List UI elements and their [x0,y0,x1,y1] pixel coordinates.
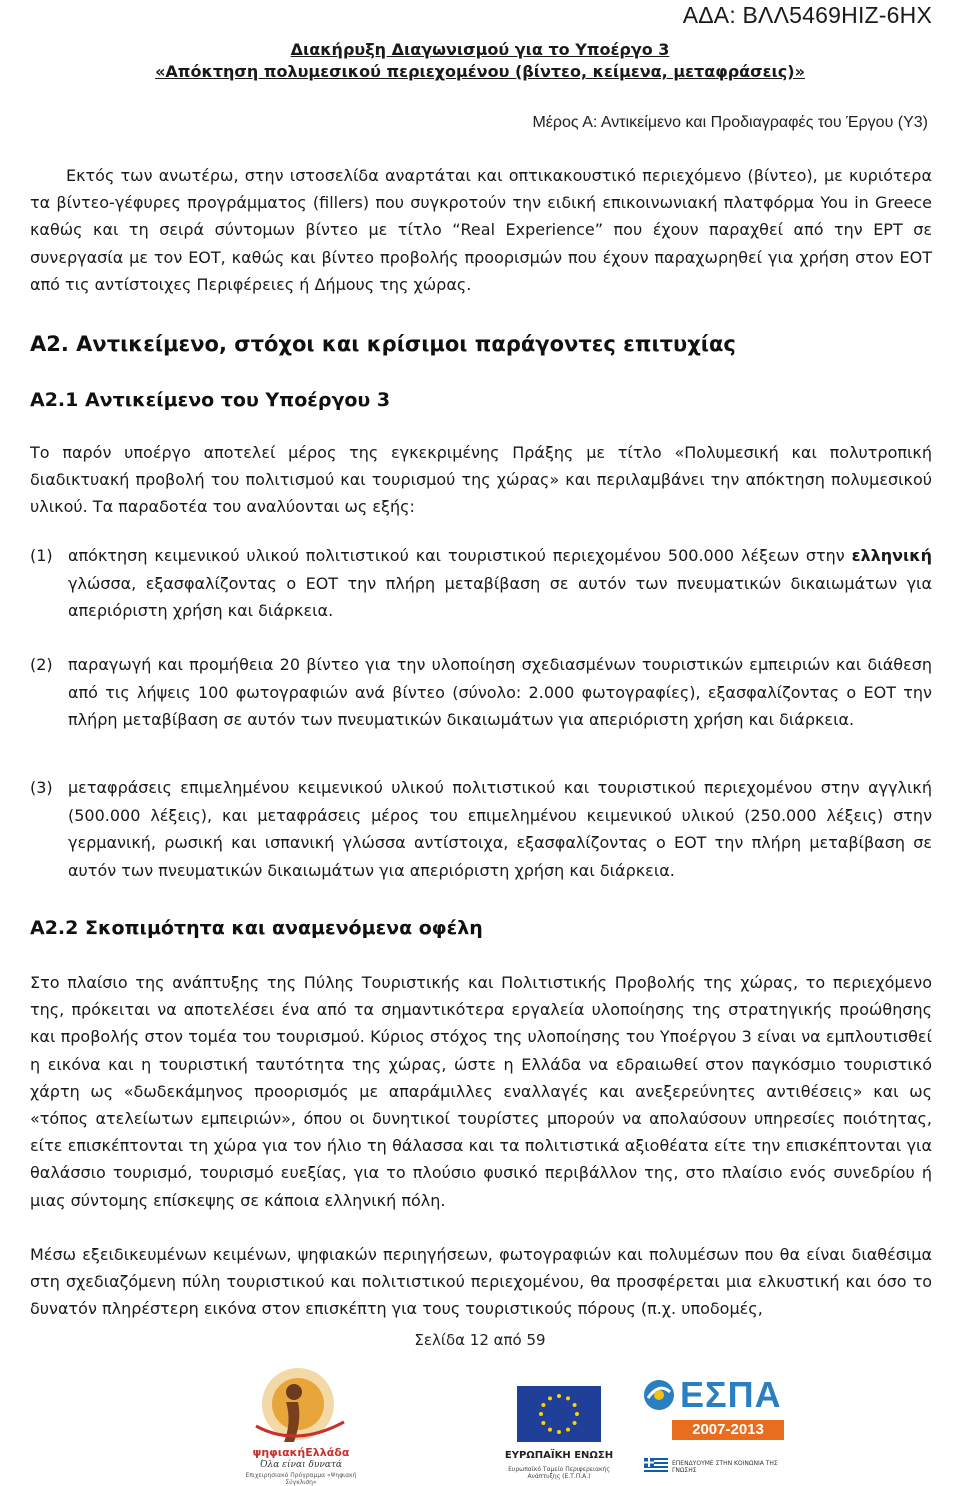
section-a21-heading: Α2.1 Αντικείμενο του Υποέργου 3 [30,389,391,411]
espa-logo [642,1374,792,1484]
section-a2-heading: Α2. Αντικείμενο, στόχοι και κρίσιμοι παράγοντες επιτυχίας [30,332,736,356]
deliverable-text: μεταφράσεις επιμελημένου κειμενικού υλικού πολιτιστικού και τουριστικού περιεχομένου στην αγγλική (500.000 λέξεις), και μεταφράσεις μέρος του επιμελημένου κειμενικού υλικού (250.000 λέξεις) στην γερμανική, ρωσική και ισπανική γλώσσα αντίστοιχα, εξασφαλίζοντας ο ΕΟΤ την πλήρη μεταβίβαση σε αυτόν των πνευματικών δικαιωμάτων για απεριόριστη χρήση και διάρκεια. [68,778,932,880]
digital-greece-sub: Επιχειρησιακό Πρόγραμμα «Ψηφιακή Σύγκλιση» [245,1472,357,1486]
deliverable-label: (1) [30,546,53,565]
eu-flag-icon [517,1386,601,1442]
deliverable-label: (3) [30,778,53,797]
digital-greece-name: ψηφιακήΕλλάδα [252,1446,350,1459]
deliverable-item [30,542,932,625]
espa-sub: ΕΠΕΝΔΥΟΥΜΕ ΣΤΗΝ ΚΟΙΝΩΝΙΑ ΤΗΣ ΓΝΩΣΗΣ [672,1460,778,1474]
espa-swirl-icon [642,1378,676,1412]
ada-code: ΑΔΑ: ΒΛΛ5469ΗΙΖ-6ΗΧ [682,2,932,28]
section-a22-heading: Α2.2 Σκοπιμότητα και αναμενόμενα οφέλη [30,917,483,939]
section-a22-paragraph-2: Μέσω εξειδικευμένων κειμένων, ψηφιακών περιηγήσεων, φωτογραφιών και πολυμέσων που θα είναι διαθέσιμα στη σχεδιαζόμενη πύλη τουριστικού και πολιτιστικού περιεχομένου, θα προσφέρεται μια ελκυστική και όσο το δυνατόν πληρέστερη εικόνα στον επισκέπτη για τους τουριστικούς πόρους (π.χ. υποδομές, [30,1245,932,1319]
eu-label: ΕΥΡΩΠΑΪΚΗ ΕΝΩΣΗ [504,1450,614,1461]
deliverable-text: παραγωγή και προμήθεια 20 βίντεο για την υλοποίηση σχεδιασμένων τουριστικών εμπειριών και διάθεση από τις λήψεις 100 φωτογραφιών ανά βίντεο (σύνολο: 2.000 φωτογραφίες), εξασφαλίζοντας ο ΕΟΤ την πλήρη μεταβίβαση σε αυτόν των πνευματικών δικαιωμάτων για απεριόριστη χρήση και διάρκεια. [68,655,932,729]
section-a22-paragraph-1: Στο πλαίσιο της ανάπτυξης της Πύλης Τουριστικής και Πολιτιστικής Προβολής της χώρας, το περιεχόμενο της, πρόκειται να αποτελέσει ένα από τα σημαντικότερα εργαλεία υλοποίησης της στρατηγικής προώθησης και προβολής στον τομέα του τουρισμού. Κύριος στόχος της υλοποίησης του Υποέργου 3 είναι να εμπλουτισθεί η εικόνα και η τουριστική ταυτότητα της χώρας, ώστε η Ελλάδα να εδραιωθεί στον παγκόσμιο τουριστικό χάρτη ως «δωδεκάμηνος προορισμός με απαράμιλλες εναλλαγές και ανεξερεύνητες αντιθέσεις» και ως «τόπος ατελείωτων εμπειριών», όπου οι δυνητικοί τουρίστες μπορούν να απολαύσουν υπηρεσίες ποιότητας, είτε επισκέπτονται τη χώρα για τον ήλιο τη θάλασσα και τα πολιτιστικά αξιοθέατα είτε την επισκέπτονται για θαλάσσιο τουρισμό, τουρισμό ευεξίας, για το πλούσιο φυσικό περιβάλλον της, στο πλαίσιο ενός συνεδρίου ή μιας σύντομης επίσκεψης σε κάποια ελληνική πόλη. [30,973,932,1210]
deliverable-item [30,774,932,884]
deliverable-label: (2) [30,655,53,674]
intro-paragraph: Εκτός των ανωτέρω, στην ιστοσελίδα αναρτάται και οπτικακουστικό περιεχόμενο (βίντεο), με κυριότερα τα βίντεο-γέφυρες προγράμματος (fillers) που συγκροτούν την ειδική επικοινωνιακή πλατφόρμα You in Greece καθώς και τη σειρά σύντομων βίντεο με τίτλο “Real Experience” που έχουν παραχθεί από την ΕΡΤ σε συνεργασία με τον ΕΟΤ, καθώς και βίντεο προβολής προορισμών που έχουν παραχωρηθεί για χρήση στον ΕΟΤ από τις αντίστοιχες Περιφέρειες ή Δήμους της χώρας. [30,166,932,294]
greek-flag-icon [644,1458,668,1474]
eu-sub: Ευρωπαϊκό Ταμείο Περιφερειακής Ανάπτυξης (Ε.Τ.Π.Α.) [508,1466,610,1480]
header-subtitle: «Απόκτηση πολυμεσικού περιεχομένου (βίντεο, κείμενα, μεταφράσεις)» [155,62,805,81]
header-title: Διακήρυξη Διαγωνισμού για το Υποέργο 3 [290,40,670,59]
deliverable-item [30,651,932,734]
espa-years: 2007-2013 [672,1420,784,1440]
digital-greece-emblem-icon [236,1362,366,1450]
section-a21-paragraph: Το παρόν υποέργο αποτελεί μέρος της εγκεκριμένης Πράξης με τίτλο «Πολυμεσική και πολυτροπική διαδικτυακή προβολή του πολιτισμού και τουρισμού της χώρας» και περιλαμβάνει την απόκτηση πολυμεσικού υλικού. Τα παραδοτέα του αναλύονται ως εξής: [30,443,932,517]
deliverable-text: απόκτηση κειμενικού υλικού πολιτιστικού και τουριστικού περιεχομένου 500.000 λέξεων στην ελληνική γλώσσα, εξασφαλίζοντας ο ΕΟΤ την πλήρη μεταβίβαση σε αυτόν των πνευματικών δικαιωμάτων για απεριόριστη χρήση και διάρκεια. [68,546,932,620]
page-number: Σελίδα 12 από 59 [414,1331,546,1349]
digital-greece-tagline: Όλα είναι δυνατά [260,1460,342,1470]
eu-logo [500,1386,618,1486]
espa-label: ΕΣΠΑ [680,1374,782,1415]
digital-greece-logo [236,1362,366,1486]
footer-logos [0,1362,960,1486]
part-label: Μέρος Α: Αντικείμενο και Προδιαγραφές του Έργου (Υ3) [532,114,928,131]
